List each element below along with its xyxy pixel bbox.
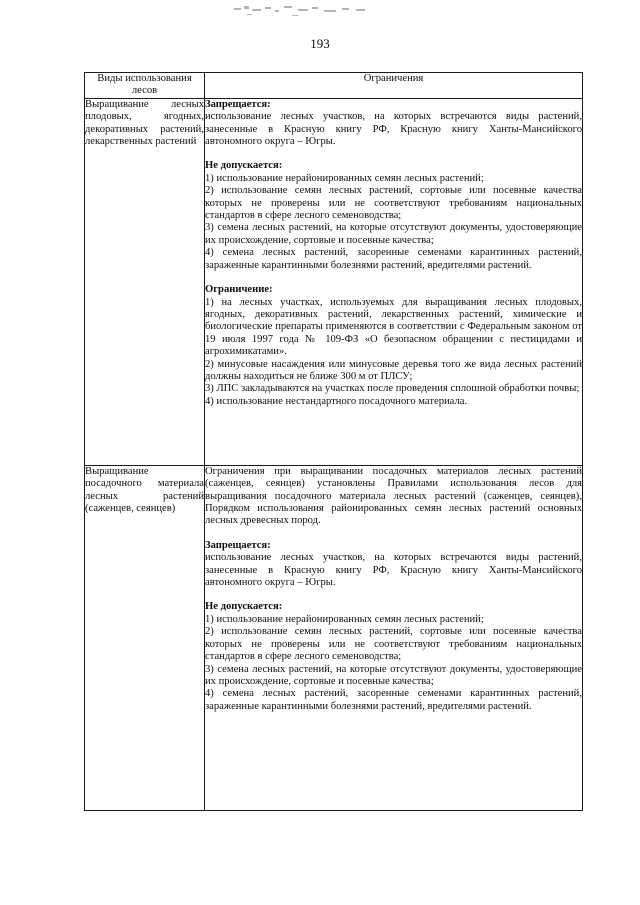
block-line: 3) семена лесных растений, на которые отсутствуют документы, удостоверяющие их происхождение, сортовые и посевные качества; — [205, 663, 582, 687]
block-line: 3) ЛПС закладываются на участках после проведения сплошной обработки почвы; — [205, 383, 580, 395]
restrictions-cell — [205, 465, 583, 810]
scan-artifact — [232, 4, 382, 18]
block-line: 1) использование нерайонированных семян лесных растений; — [205, 172, 484, 184]
block-heading: Запрещается: — [205, 98, 271, 110]
block-line: 4) использование нестандартного посадочного материала. — [205, 395, 468, 407]
block-heading: Не допускается: — [205, 601, 283, 613]
block-line: использование лесных участков, на которых встречаются виды растений, занесенные в Красную книгу РФ, Красную книгу Ханты-Мансийского автономного округа – Югры. — [205, 552, 582, 589]
page-number: 193 — [310, 36, 330, 51]
block-line: Ограничения при выращивании посадочных материалов лесных растений (саженцев, сеянцев) установлены Правилами использования лесов для выращивания посадочного материала лесных растений (саженцев, сеянцев), Порядком использования районированных семян лесных растений основных лесных древесных пород. — [205, 465, 582, 527]
column-header-use: Виды использования лесов — [85, 73, 205, 99]
block-line: 2) использование семян лесных растений, сортовые или посевные качества которых не проверены или не соответствуют требованиям национальных стандартов в сфере лесного семеноводства; — [205, 185, 582, 222]
block-heading: Не допускается: — [205, 160, 283, 172]
block-heading: Ограничение: — [205, 284, 273, 296]
table-row — [85, 465, 583, 810]
not-allowed-block — [205, 601, 582, 713]
table-row — [85, 98, 583, 465]
not-allowed-block — [205, 160, 582, 272]
restrictions-table — [84, 72, 583, 811]
block-line: 4) семена лесных растений, засоренные семенами карантинных растений, зараженные карантинными болезнями растений, вредителями растений. — [205, 688, 582, 712]
block-line: 2) минусовые насаждения или минусовые деревья того же вида лесных растений должны находиться не ближе 300 м от ПЛСУ; — [205, 358, 582, 382]
block-line: 1) на лесных участках, используемых для выращивания лесных плодовых, ягодных, декоративных растений, лекарственных растений, химические и биологические препараты применяются в соответствии с Федеральным законом от 19 июля 1997 года № 109-ФЗ «О безопасном обращении с пестицидами и агрохимикатами». — [205, 296, 582, 358]
block-line: 4) семена лесных растений, засоренные семенами карантинных растений, зараженные карантинными болезнями растений, вредителями растений. — [205, 247, 582, 271]
use-type-cell: Выращивание посадочного материала лесных растений (саженцев, сеянцев) — [85, 465, 205, 810]
table-header-row — [85, 73, 583, 99]
block-line: 3) семена лесных растений, на которые отсутствуют документы, удостоверяющие их происхождение, сортовые и посевные качества; — [205, 222, 582, 246]
column-header-restrictions: Ограничения — [205, 73, 583, 99]
intro-block — [205, 466, 582, 528]
prohibited-block — [205, 99, 582, 149]
block-line: 1) использование нерайонированных семян лесных растений; — [205, 613, 484, 625]
use-type-cell: Выращивание лесных плодовых, ягодных, декоративных растений, лекарственных растений — [85, 98, 205, 465]
block-line: использование лесных участков, на которых встречаются виды растений, занесенные в Красную книгу РФ, Красную книгу Ханты-Мансийского автономного округа – Югры. — [205, 111, 582, 148]
prohibited-block — [205, 540, 582, 590]
limitation-block — [205, 284, 582, 408]
block-line: 2) использование семян лесных растений, сортовые или посевные качества которых не проверены или не соответствуют требованиям национальных стандартов в сфере лесного семеноводства; — [205, 626, 582, 663]
block-heading: Запрещается: — [205, 539, 271, 551]
restrictions-cell — [205, 98, 583, 465]
